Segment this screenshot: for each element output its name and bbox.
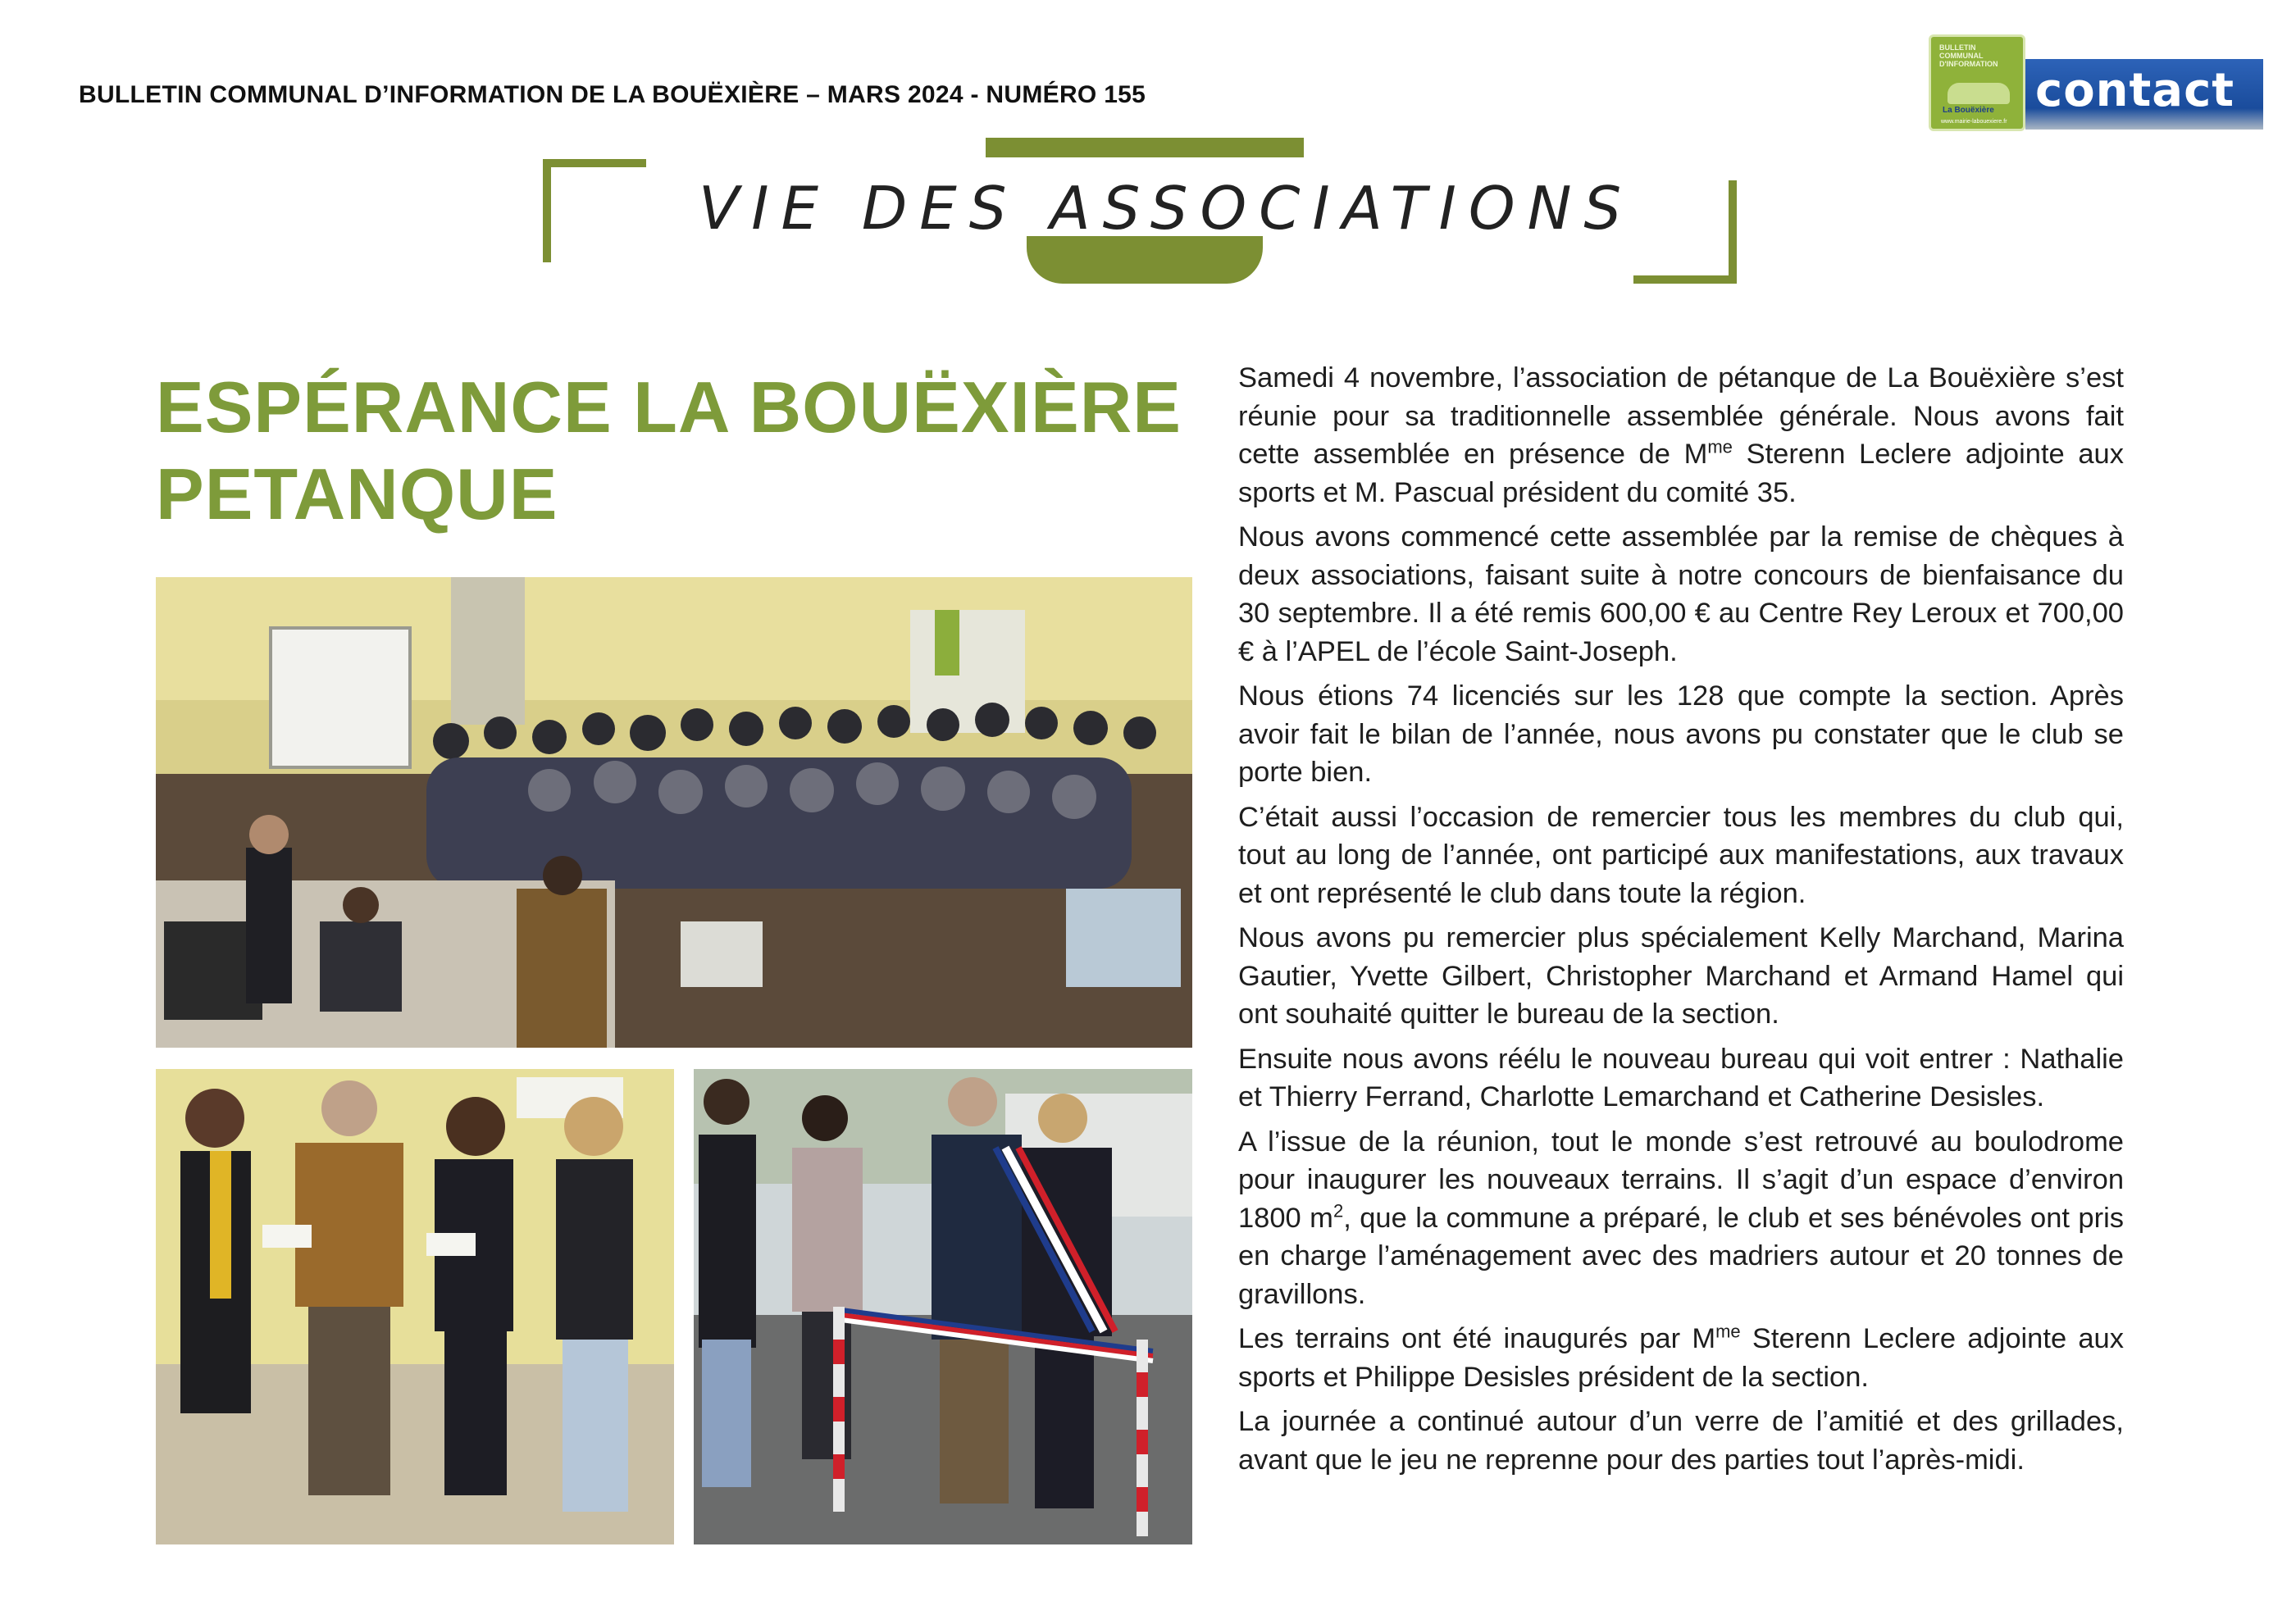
paragraph-8-text: Les terrains ont été inaugurés par M: [1238, 1323, 1716, 1354]
paragraph-8-sup: me: [1715, 1321, 1741, 1342]
paragraph-9: La journée a continué autour d’un verre de l’amitié et des grillades, avant que le jeu ne reprenne pour des parties tout l’après-midi.: [1238, 1406, 2124, 1476]
paragraph-3: Nous étions 74 licenciés sur les 128 que compte la section. Après avoir fait le bilan de l’année, nous avons pu constater que le club se porte bien.: [1238, 680, 2124, 788]
ribbon-cutting-photo: [694, 1069, 1192, 1544]
badge-url: www.mairie-labouexiere.fr: [1941, 119, 2007, 125]
banner-bracket-right: [1633, 180, 1737, 284]
paragraph-8-text-end: Sterenn Leclere adjointe aux sports et Philippe Desisles président de la section.: [1238, 1323, 2124, 1393]
article-title-line1: ESPÉRANCE LA BOUËXIÈRE: [156, 366, 1182, 448]
badge-caption: BULLETIN COMMUNAL D'INFORMATION: [1939, 43, 1998, 68]
badge-town-name: La Bouëxière: [1943, 106, 1994, 115]
paragraph-7-text-end: , que la commune a préparé, le club et ses bénévoles ont pris en charge l’aménagement avec des madriers autour et 20 tonnes de gravillons.: [1238, 1202, 2125, 1310]
paragraph-5: Nous avons pu remercier plus spécialement Kelly Marchand, Marina Gautier, Yvette Gilbert, Christopher Marchand et Armand Hamel qui ont souhaité quitter le bureau de la section.: [1238, 922, 2124, 1030]
banner-bar-top: [986, 138, 1304, 157]
paragraph-1-sup: me: [1707, 436, 1733, 457]
article-title-line2: PETANQUE: [156, 453, 558, 535]
paragraph-7-sup: 2: [1332, 1200, 1344, 1221]
town-silhouette-icon: [1947, 83, 2010, 104]
paragraph-8: [1238, 1320, 2124, 1396]
paragraph-6: Ensuite nous avons réélu le nouveau bureau qui voit entrer : Nathalie et Thierry Ferrand, Charlotte Lemarchand et Catherine Desisles.: [1238, 1043, 2124, 1112]
paragraph-7-text: A l’issue de la réunion, tout le monde s’est retrouvé au boulodrome pour inaugurer les nouveaux terrains. Il s’agit d’un espace d’environ 1800 m: [1238, 1126, 2124, 1234]
paragraph-7: [1238, 1123, 2124, 1314]
contact-wordmark-text: contact: [2035, 64, 2235, 117]
contact-wordmark: [2025, 59, 2263, 130]
banner-bar-bottom: [1027, 236, 1263, 284]
article-body: [1238, 359, 2124, 1485]
paragraph-1-text: Samedi 4 novembre, l’association de pétanque de La Bouëxière s’est réunie pour sa traditionnelle assemblée générale. Nous avons fait cette assemblée en présence de M: [1238, 362, 2124, 470]
paragraph-1: [1238, 359, 2124, 512]
paragraph-2: Nous avons commencé cette assemblée par la remise de chèques à deux associations, faisant suite à notre concours de bienfaisance du 30 septembre. Il a été remis 600,00 € au Centre Rey Leroux et 700,00 € à l’APEL de l’école Saint-Joseph.: [1238, 521, 2124, 667]
town-badge-logo: [1929, 34, 2025, 131]
cheque-handover-photo: [156, 1069, 674, 1544]
section-banner: [543, 138, 1737, 284]
banner-bracket-left: [543, 159, 646, 262]
paragraph-4: C’était aussi l’occasion de remercier tous les membres du club qui, tout au long de l’année, ont participé aux manifestations, aux travaux et ont représenté le club dans toute la région.: [1238, 801, 2124, 909]
contact-logo: [1929, 34, 2263, 131]
bulletin-header-title: BULLETIN COMMUNAL D’INFORMATION DE LA BOUËXIÈRE – MARS 2024 - NUMÉRO 155: [79, 81, 1146, 108]
article-title: [156, 364, 1182, 538]
assembly-meeting-photo: [156, 577, 1192, 1048]
paragraph-1-text-end: Sterenn Leclere adjointe aux sports et M. Pascual président du comité 35.: [1238, 439, 2124, 508]
section-label: VIE DES ASSOCIATIONS: [699, 174, 1634, 243]
